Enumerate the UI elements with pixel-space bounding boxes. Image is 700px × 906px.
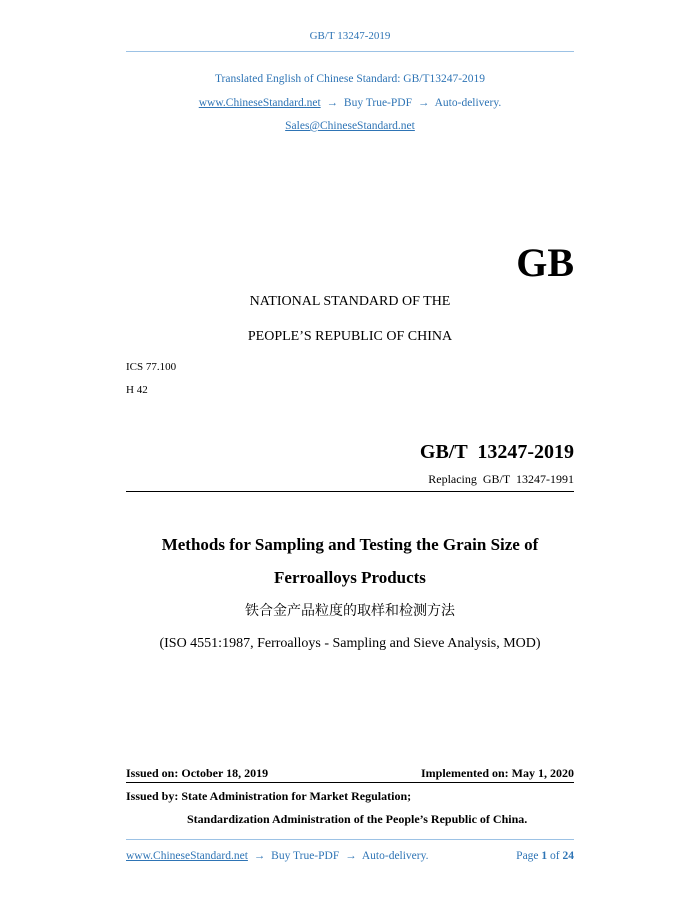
issuer-line-2: Standardization Administration of the People’s Republic of China.: [187, 812, 528, 826]
buy-pdf-text: Buy True-PDF: [343, 97, 412, 109]
dates-divider: [126, 782, 574, 783]
arrow-right-icon: →: [345, 850, 357, 862]
page-number: 1: [541, 850, 548, 862]
title-line-2: Ferroalloys Products: [274, 568, 426, 587]
auto-delivery-text: Auto-delivery.: [434, 97, 502, 109]
footer-buy-text: Buy True-PDF: [271, 850, 340, 862]
page-total: 24: [562, 850, 574, 862]
republic-line: PEOPLE’S REPUBLIC OF CHINA: [247, 329, 453, 344]
footer-divider: [126, 839, 574, 840]
arrow-right-icon: →: [326, 97, 339, 109]
page-label: Page: [516, 850, 539, 862]
national-standard-line: NATIONAL STANDARD OF THE: [249, 294, 451, 309]
standard-divider: [126, 491, 574, 492]
footer-links: [126, 850, 429, 862]
replacing-note: Replacing GB/T 13247-1991: [428, 472, 574, 486]
promo-email: [0, 120, 700, 132]
ics-code: ICS 77.100: [126, 361, 177, 373]
title-line-1: Methods for Sampling and Testing the Grain Size of: [161, 535, 539, 554]
issued-date: Issued on: October 18, 2019: [126, 766, 269, 780]
footer-delivery-text: Auto-delivery.: [361, 850, 429, 862]
page-header-code: GB/T 13247-2019: [309, 30, 391, 42]
arrow-right-icon: →: [417, 97, 430, 109]
gb-mark: GB: [516, 240, 574, 285]
site-link[interactable]: www.ChineseStandard.net: [198, 97, 321, 109]
of-label: of: [550, 850, 560, 862]
sales-email-link[interactable]: Sales@ChineseStandard.net: [285, 120, 415, 132]
footer-site-link[interactable]: www.ChineseStandard.net: [126, 850, 248, 862]
classification-code: H 42: [126, 384, 148, 396]
promo-line: Translated English of Chinese Standard: GB/T13247-2019: [214, 73, 486, 85]
iso-reference: (ISO 4551:1987, Ferroalloys - Sampling and Sieve Analysis, MOD): [159, 636, 541, 651]
implemented-date: Implemented on: May 1, 2020: [421, 766, 574, 780]
promo-links: [0, 97, 700, 109]
chinese-title: 铁合金产品粒度的取样和检测方法: [245, 603, 455, 619]
arrow-right-icon: →: [253, 850, 266, 862]
header-divider: [126, 51, 574, 52]
standard-number: GB/T 13247-2019: [419, 441, 574, 463]
issuer-line-1: Issued by: State Administration for Market Regulation;: [126, 789, 412, 803]
page-indicator: [516, 850, 574, 862]
